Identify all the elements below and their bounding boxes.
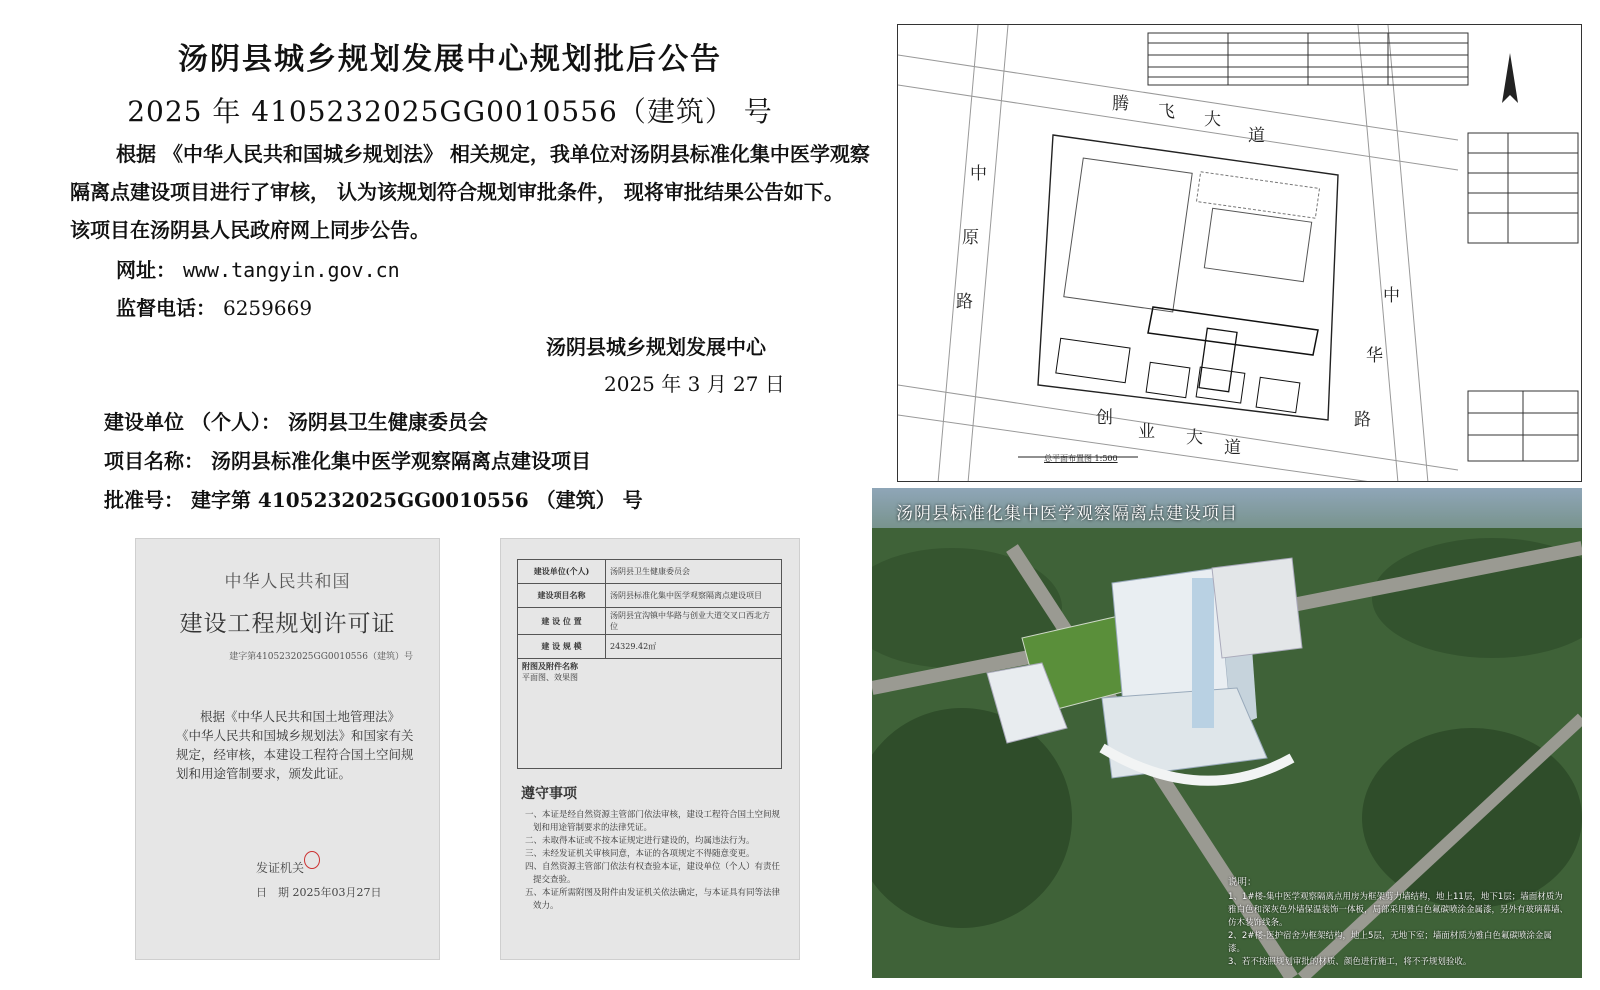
phone-label: 监督电话： <box>116 296 216 320</box>
permit-number: 建字第4105232025GG0010556（建筑）号 <box>229 652 413 662</box>
attachment-label: 附图及附件名称 <box>522 661 578 671</box>
table-value: 汤阴县宜沟镇中华路与创业大道交叉口西北方位 <box>606 608 782 635</box>
list-item: 五、本证所需附图及附件由发证机关依法确定，与本证具有同等法律效力。 <box>525 888 781 911</box>
website-line <box>116 254 400 283</box>
website-link[interactable]: www.tangyin.gov.cn <box>182 258 400 282</box>
road-label: 中 <box>1383 286 1400 306</box>
list-item: 一、本证是经自然资源主管部门依法审核，建设工程符合国土空间规划和用途管制要求的法律凭证。 <box>525 810 781 833</box>
project-label: 项目名称： <box>104 449 204 473</box>
notes-heading: 遵守事项 <box>521 786 577 802</box>
list-item: 二、未取得本证或不按本证规定进行建设的，均属违法行为。 <box>525 836 755 846</box>
table-row <box>518 635 782 659</box>
table-value: 汤阴县标准化集中医学观察隔离点建设项目 <box>606 584 782 608</box>
road-label: 路 <box>956 292 973 312</box>
table-row <box>518 659 782 769</box>
table-value: 汤阴县卫生健康委员会 <box>606 560 782 584</box>
road-label: 道 <box>1248 126 1265 146</box>
phone-line <box>116 292 312 321</box>
approval-line <box>104 484 643 513</box>
road-label: 道 <box>1224 438 1241 458</box>
attachment-value: 平面图、效果图 <box>522 673 578 682</box>
road-label: 业 <box>1138 422 1155 442</box>
unit-value: 汤阴县卫生健康委员会 <box>287 410 488 434</box>
notice-title: 汤阴县城乡规划发展中心规划批后公告 <box>178 42 722 77</box>
road-label: 飞 <box>1158 102 1175 122</box>
project-value: 汤阴县标准化集中医学观察隔离点建设项目 <box>210 449 591 473</box>
list-item: 三、未经发证机关审核同意，本证的各项规定不得随意变更。 <box>525 849 755 859</box>
permit-authority: 发证机关 <box>256 861 305 875</box>
permit-title: 建设工程规划许可证 <box>179 611 396 637</box>
unit-label: 建设单位 （个人）： <box>104 410 281 434</box>
rendering-notes <box>1228 876 1568 969</box>
permit-date: 日 期 2025年03月27日 <box>256 886 382 899</box>
notes-list <box>525 809 783 913</box>
road-label: 中 <box>970 164 987 184</box>
road-label: 腾 <box>1112 94 1129 114</box>
rendering-title: 汤阴县标准化集中医学观察隔离点建设项目 <box>896 504 1238 524</box>
table-key: 建 设 规 模 <box>518 635 606 659</box>
table-row <box>518 584 782 608</box>
project-line <box>104 445 591 474</box>
seal-icon <box>304 851 320 869</box>
table-row <box>518 608 782 635</box>
permit-text: 根据《中华人民共和国土地管理法》《中华人民共和国城乡规划法》和国家有关规定，经审核，本建设工程符合国土空间规划和用途管制要求，颁发此证。 <box>176 709 414 781</box>
table-key: 建设项目名称 <box>518 584 606 608</box>
notice-date: 2025 年 3 月 27 日 <box>604 372 785 396</box>
website-label: 网址： <box>116 258 176 282</box>
road-label: 华 <box>1366 346 1383 366</box>
list-item: 1、1#楼-集中医学观察隔离点用房为框架剪力墙结构，地上11层，地下1层；墙面材质为雅白色和深灰色外墙保温装饰一体板，局部采用雅白色氟碳喷涂金属漆，另外有玻璃幕墙、仿木装饰线条。 <box>1228 892 1569 928</box>
approval-label: 批准号： <box>104 488 184 512</box>
plan-caption: 总平面布置图 1:500 <box>1044 454 1118 463</box>
approval-value: 建字第 4105232025GG0010556 （建筑） 号 <box>190 488 643 512</box>
site-plan-drawing <box>898 25 1582 482</box>
unit-line <box>104 406 488 435</box>
site-plan <box>897 24 1582 482</box>
permit-cover <box>135 538 440 960</box>
road-label: 原 <box>962 228 979 248</box>
table-value: 24329.42㎡ <box>606 635 782 659</box>
permit-country: 中华人民共和国 <box>224 572 351 592</box>
table-row <box>518 560 782 584</box>
notes-title: 说明： <box>1228 877 1257 888</box>
road-label: 路 <box>1354 410 1371 430</box>
table-key: 建设单位(个人) <box>518 560 606 584</box>
phone-number: 6259669 <box>222 296 313 320</box>
aerial-rendering <box>872 488 1582 978</box>
attachment-cell <box>518 659 782 769</box>
notice-number: 2025 年 4105232025GG0010556（建筑） 号 <box>127 95 773 128</box>
road-label: 大 <box>1204 110 1221 130</box>
list-item: 四、自然资源主管部门依法有权查验本证，建设单位（个人）有责任提交查验。 <box>525 862 781 885</box>
table-key: 建 设 位 置 <box>518 608 606 635</box>
permit-details <box>500 538 800 960</box>
list-item: 3、若不按照规划审批的材质、颜色进行施工，将不予规划验收。 <box>1228 957 1472 967</box>
issuer: 汤阴县城乡规划发展中心 <box>546 335 766 359</box>
notice-body: 根据 《中华人民共和国城乡规划法》 相关规定，我单位对汤阴县标准化集中医学观察隔离点建设项目进行了审核， 认为该规划符合规划审批条件， 现将审批结果公告如下。 该项目在汤阴县人民政府网上同步公告。 <box>70 142 870 242</box>
permit-info-table <box>517 559 782 769</box>
road-label: 大 <box>1186 428 1203 448</box>
list-item: 2、2#楼-医护宿舍为框架结构，地上5层，无地下室；墙面材质为雅白色氟碳喷涂金属漆。 <box>1228 931 1552 954</box>
road-label: 创 <box>1096 408 1113 428</box>
